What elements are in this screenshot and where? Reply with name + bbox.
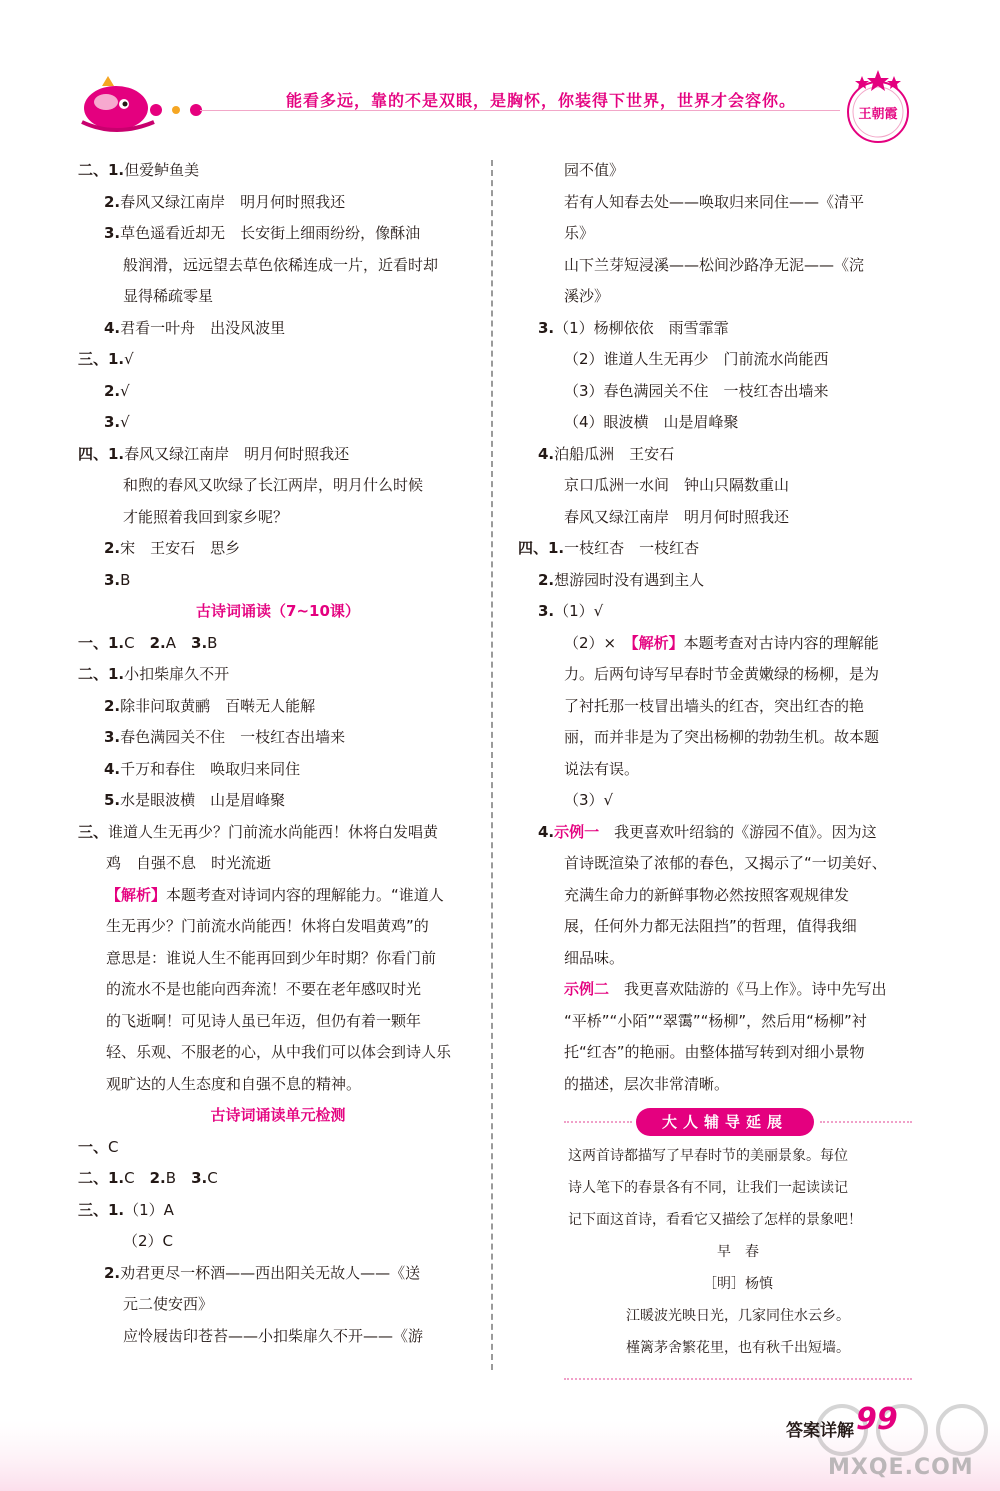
answer-line: [538, 1069, 912, 1101]
item-number: 2.: [149, 1169, 166, 1187]
decor-dot: [172, 106, 180, 114]
answer-text: C: [124, 633, 150, 652]
answer-line: [78, 250, 478, 282]
answer-text: 春色满园关不住 一枝红杏出墙来: [120, 728, 346, 746]
extension-paragraph: 记下面这首诗，看看它又描绘了怎样的景象吧！: [568, 1212, 862, 1228]
answer-text: C: [207, 1169, 218, 1187]
answer-line: [538, 155, 912, 187]
answer-line: [538, 344, 912, 376]
logo-text: 王朝霞: [858, 107, 898, 122]
answer-text: （2）谁道人生无再少 门前流水尚能西: [564, 350, 829, 368]
answer-text: 意思是：谁说人生不能再回到少年时期？你看门前: [106, 948, 437, 967]
answer-line: [78, 218, 478, 250]
answer-line: [78, 722, 478, 754]
answer-text: 生无再少？门前流水尚能西！休将白发唱黄鸡”的: [106, 917, 429, 935]
dotted-rule: [820, 1121, 912, 1123]
answer-line: [78, 974, 478, 1006]
item-number: 2.: [149, 633, 166, 652]
answer-line: [78, 187, 478, 219]
answer-text: 我更喜欢陆游的《马上作》。诗中先写出: [624, 980, 887, 998]
item-number: 2.: [538, 570, 555, 589]
answer-line: [78, 1195, 478, 1227]
answer-line: [78, 1321, 478, 1353]
answer-text: 泊船瓜洲 王安石: [554, 444, 675, 463]
item-number: 2.: [104, 1263, 121, 1282]
answer-line: [538, 943, 912, 975]
answer-line: [78, 407, 478, 439]
answer-line: [538, 880, 912, 912]
answer-line: [78, 691, 478, 723]
item-number: 5.: [104, 791, 121, 809]
section-title: 古诗词诵读（7~10课）: [196, 602, 360, 620]
answer-line: [538, 817, 912, 849]
poem-author: ［明］杨慎: [703, 1276, 773, 1292]
answer-line: [78, 470, 478, 502]
answer-text: 的描述，层次非常清晰。: [564, 1074, 730, 1093]
answer-line: [78, 565, 478, 597]
check-mark: √: [120, 381, 130, 400]
poem-line: 江暖波光映日光，几家同住水云乡。: [626, 1308, 850, 1324]
page-header: [0, 0, 1000, 150]
answer-line: [78, 848, 478, 880]
answer-text: 展，任何外力都无法阻挡”的哲理，值得我细: [564, 917, 857, 935]
answer-line: [538, 439, 912, 471]
dotted-rule: [564, 1121, 632, 1123]
page-number: 99: [856, 1402, 898, 1437]
extension-paragraph: 这两首诗都描写了早春时节的美丽景象。每位: [568, 1148, 848, 1164]
answer-line: [538, 1006, 912, 1038]
item-number: 3.: [191, 1169, 208, 1187]
answer-line: [78, 1069, 478, 1101]
item-number: 4.: [104, 759, 121, 778]
answer-line: [538, 565, 912, 597]
answer-line: [538, 785, 912, 817]
answer-line: [538, 407, 912, 439]
answer-line: [538, 470, 912, 502]
answer-line: [78, 1226, 478, 1258]
item-number: 四、1.: [78, 444, 125, 463]
answer-text: 才能照着我回到家乡呢？: [123, 507, 289, 526]
answer-text: 谁道人生无再少？门前流水尚能西！休将白发唱黄: [108, 822, 439, 841]
answer-line: [538, 218, 912, 250]
answer-text: B: [165, 1169, 192, 1187]
answer-text: （1）A: [124, 1200, 174, 1219]
answer-text: 京口瓜洲一水间 钟山只隔数重山: [564, 476, 790, 494]
answer-text: 本题考查对古诗内容的理解能: [683, 633, 879, 652]
answer-line: [78, 659, 478, 691]
answer-text: 托“红杏”的艳丽。由整体描写转到对细小景物: [564, 1043, 865, 1061]
left-column: [78, 155, 478, 1352]
example-tag: 示例一: [554, 822, 600, 841]
item-number: 二、1.: [78, 161, 125, 179]
answer-line: [78, 1132, 478, 1164]
answer-line: [78, 533, 478, 565]
answer-line: [78, 1163, 478, 1195]
answer-line: [78, 1258, 478, 1290]
answer-line: [538, 1037, 912, 1069]
answer-line: [78, 911, 478, 943]
answer-text: 首诗既渲染了浓郁的春色，又揭示了“一切美好、: [564, 854, 887, 872]
answer-text: 宋 王安石 思乡: [120, 539, 241, 557]
item-number: 4.: [538, 822, 555, 841]
item-number: 2.: [104, 539, 121, 557]
answer-line: [518, 533, 912, 565]
answer-line: [538, 502, 912, 534]
dotted-rule: [564, 1378, 912, 1380]
answer-line: [78, 754, 478, 786]
item-number: 2.: [104, 192, 121, 211]
answer-line: [538, 628, 912, 660]
brand-seal-icon: [838, 68, 918, 148]
answer-text: 春风又绿江南岸 明月何时照我还: [124, 444, 350, 463]
check-mark: √: [120, 413, 130, 431]
extension-paragraph: 诗人笔下的春景各有不同，让我们一起读读记: [568, 1180, 848, 1196]
answer-line: [538, 848, 912, 880]
answer-text: 乐》: [564, 224, 595, 242]
item-number: 三、1.: [78, 350, 125, 368]
answer-text: （4）眼波横 山是眉峰聚: [564, 413, 739, 431]
item-number: 3.: [104, 413, 121, 431]
example-tag: 示例二: [564, 980, 610, 998]
answer-line: [538, 691, 912, 723]
answer-text: 我更喜欢叶绍翁的《游园不值》。因为这: [614, 822, 877, 841]
item-number: 4.: [104, 318, 121, 337]
answer-line: [78, 344, 478, 376]
answer-text: 鸡 自强不息 时光流逝: [106, 854, 272, 872]
answer-text: （3）春色满园关不住 一枝红杏出墙来: [564, 381, 829, 400]
answer-text: 小扣柴扉久不开: [124, 665, 230, 683]
answer-line: [78, 502, 478, 534]
mascot-icon: [72, 72, 168, 134]
answer-text: 除非问取黄鹂 百啭无人能解: [120, 696, 316, 715]
item-number: 一、: [78, 1137, 109, 1156]
answer-line: [538, 722, 912, 754]
analysis-tag: 【解析】: [106, 885, 167, 904]
answer-text: 若有人知春去处——唤取归来同住——《清平: [564, 192, 865, 211]
answer-text: 春风又绿江南岸 明月何时照我还: [564, 507, 790, 526]
answer-text: 水是眼波横 山是眉峰聚: [120, 791, 286, 809]
answer-text: 一枝红杏 一枝红杏: [564, 539, 700, 557]
answer-text: 春风又绿江南岸 明月何时照我还: [120, 192, 346, 211]
answer-text: 充满生命力的新鲜事物必然按照客观规律发: [564, 885, 850, 904]
answer-text: （2）C: [123, 1232, 174, 1250]
answer-text: 了衬托那一枝冒出墙头的红杏，突出红杏的艳: [564, 696, 865, 715]
answer-line: [538, 250, 912, 282]
answer-text: 千万和春住 唤取归来同住: [120, 759, 301, 778]
answer-line: [538, 974, 912, 1006]
item-number: 一、1.: [78, 633, 125, 652]
header-motto: 能看多远，靠的不是双眼，是胸怀，你装得下世界，世界才会容你。: [286, 91, 797, 110]
check-mark: √: [124, 350, 134, 368]
answer-text: C: [108, 1137, 119, 1156]
answer-line: [78, 943, 478, 975]
answer-line: [78, 1006, 478, 1038]
answer-text: 本题考查对诗词内容的理解能力。“谁道人: [166, 885, 444, 904]
decor-dot: [150, 104, 162, 116]
answer-text: B: [120, 570, 131, 589]
footer-label: 答案详解: [786, 1421, 854, 1441]
answer-line: [78, 281, 478, 313]
answer-line: [538, 281, 912, 313]
item-number: 四、1.: [518, 539, 565, 557]
answer-text: 劝君更尽一杯酒——西出阳关无故人——《送: [120, 1263, 421, 1282]
item-number: 二、1.: [78, 665, 125, 683]
item-number: 3.: [104, 224, 121, 242]
answer-text: （2）×: [564, 633, 632, 652]
answer-text: 观旷达的人生态度和自强不息的精神。: [106, 1074, 362, 1093]
answer-text: 溪沙》: [564, 287, 610, 305]
column-divider: [491, 160, 493, 1370]
answer-text: 细品味。: [564, 948, 625, 967]
item-number: 2.: [104, 696, 121, 715]
watermark-text: MXQE.COM: [828, 1455, 974, 1480]
answer-line: [538, 596, 912, 628]
answer-text: 想游园时没有遇到主人: [554, 570, 705, 589]
answer-text: C: [124, 1169, 150, 1187]
answer-text: 丽，而并非是为了突出杨柳的勃勃生机。故本题: [564, 728, 880, 746]
answer-text: 君看一叶舟 出没风波里: [120, 318, 286, 337]
right-column: [518, 155, 912, 1380]
item-number: 4.: [538, 444, 555, 463]
answer-text: 但爱鲈鱼美: [124, 161, 200, 179]
answer-text: 草色遥看近却无 长安街上细雨纷纷，像酥油: [120, 224, 421, 242]
item-number: 3.: [538, 318, 555, 337]
answer-text: A: [165, 633, 192, 652]
answer-text: 的流水不是也能向西奔流！不要在老年感叹时光: [106, 980, 422, 998]
answer-text: （1）√: [554, 602, 604, 620]
answer-line: [78, 313, 478, 345]
answer-line: [538, 659, 912, 691]
analysis-tag: 【解析】: [631, 633, 684, 652]
answer-line: [538, 187, 912, 219]
extension-header: [538, 1104, 912, 1140]
answer-line: [78, 880, 478, 912]
answer-line: [78, 1289, 478, 1321]
answer-text: 元二使安西》: [123, 1295, 214, 1313]
poem-title: 早 春: [717, 1244, 759, 1260]
answer-line: [78, 155, 478, 187]
answer-text: 应怜屐齿印苍苔——小扣柴扉久不开——《游: [123, 1326, 424, 1345]
item-number: 二、1.: [78, 1169, 125, 1187]
item-number: 三、: [78, 822, 109, 841]
answer-line: [78, 439, 478, 471]
item-number: 3.: [104, 728, 121, 746]
poem-line: 槿篱茅舍繁花里，也有秋千出短墙。: [626, 1340, 850, 1356]
answer-text: （1）杨柳依依 雨雪霏霏: [554, 318, 729, 337]
item-number: 3.: [538, 602, 555, 620]
extension-title: 大人辅导延展: [636, 1108, 814, 1136]
answer-line: [538, 376, 912, 408]
answer-text: 显得稀疏零星: [123, 287, 214, 305]
item-number: 3.: [104, 570, 121, 589]
answer-text: 力。后两句诗写早春时节金黄嫩绿的杨柳，是为: [564, 665, 880, 683]
extension-body: [538, 1140, 912, 1364]
answer-text: B: [207, 633, 218, 652]
answer-line: [78, 785, 478, 817]
answer-text: 山下兰芽短浸溪——松间沙路净无泥——《浣: [564, 255, 865, 274]
answer-text: 般润滑，远远望去草色依稀连成一片，近看时却: [123, 255, 439, 274]
answer-text: 园不值》: [564, 161, 625, 179]
answer-text: （3）√: [564, 791, 614, 809]
answer-line: [78, 628, 478, 660]
answer-line: [78, 376, 478, 408]
item-number: 3.: [191, 633, 208, 652]
answer-text: 和煦的春风又吹绿了长江两岸，明月什么时候: [123, 476, 424, 494]
answer-line: [78, 1037, 478, 1069]
answer-text: “平桥”“小陌”“翠霭”“杨柳”，然后用“杨柳”衬: [564, 1011, 867, 1030]
answer-line: [78, 817, 478, 849]
answer-text: 说法有误。: [564, 759, 640, 778]
item-number: 2.: [104, 381, 121, 400]
section-title: 古诗词诵读单元检测: [210, 1106, 346, 1124]
answer-line: [538, 911, 912, 943]
answer-line: [538, 754, 912, 786]
answer-text: 轻、乐观、不服老的心，从中我们可以体会到诗人乐: [106, 1043, 452, 1061]
answer-line: [538, 313, 912, 345]
answer-text: 的飞逝啊！可见诗人虽已年迈，但仍有着一颗年: [106, 1011, 422, 1030]
header-dots: [150, 104, 202, 116]
item-number: 三、1.: [78, 1200, 125, 1219]
